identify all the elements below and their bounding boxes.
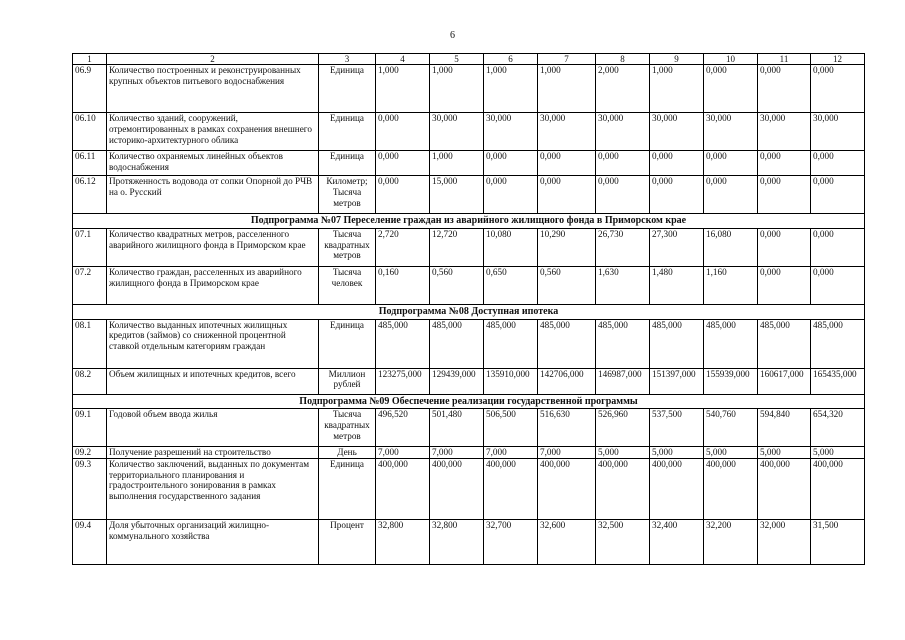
row-number: 06.10 — [73, 113, 107, 151]
value-cell: 7,000 — [430, 447, 484, 459]
value-cell: 0,560 — [538, 267, 596, 305]
table-row — [73, 447, 865, 459]
value-cell: 7,000 — [376, 447, 430, 459]
indicator-name: Получение разрешений на строительство — [107, 447, 319, 459]
value-cell: 400,000 — [376, 458, 430, 519]
value-cell: 485,000 — [538, 319, 596, 368]
value-cell: 31,500 — [811, 519, 865, 564]
value-cell: 485,000 — [430, 319, 484, 368]
value-cell: 400,000 — [430, 458, 484, 519]
row-number: 09.1 — [73, 409, 107, 447]
header-cell: 11 — [758, 54, 811, 65]
value-cell: 5,000 — [704, 447, 758, 459]
row-number: 06.12 — [73, 176, 107, 214]
value-cell: 0,560 — [430, 267, 484, 305]
header-cell: 9 — [650, 54, 704, 65]
value-cell: 496,520 — [376, 409, 430, 447]
subprogram-title: Подпрограмма №08 Доступная ипотека — [73, 305, 865, 320]
value-cell: 1,000 — [430, 65, 484, 113]
value-cell: 485,000 — [811, 319, 865, 368]
header-cell: 3 — [319, 54, 376, 65]
value-cell: 30,000 — [704, 113, 758, 151]
value-cell: 537,500 — [650, 409, 704, 447]
row-number: 08.1 — [73, 319, 107, 368]
subprogram-header-row — [73, 305, 865, 320]
indicator-name: Объем жилищных и ипотечных кредитов, всего — [107, 368, 319, 394]
indicator-name: Количество заключений, выданных по документам территориального планирования и градостроительного зонирования в рамках выполнения государственного задания — [107, 458, 319, 519]
value-cell: 594,840 — [758, 409, 811, 447]
value-cell: 32,600 — [538, 519, 596, 564]
value-cell: 0,000 — [811, 65, 865, 113]
value-cell: 1,000 — [376, 65, 430, 113]
value-cell: 1,480 — [650, 267, 704, 305]
value-cell: 1,000 — [430, 151, 484, 176]
value-cell: 27,300 — [650, 229, 704, 267]
value-cell: 0,000 — [758, 176, 811, 214]
unit-cell: День — [319, 447, 376, 459]
value-cell: 16,080 — [704, 229, 758, 267]
row-number: 09.4 — [73, 519, 107, 564]
value-cell: 5,000 — [758, 447, 811, 459]
value-cell: 0,000 — [758, 229, 811, 267]
row-number: 06.11 — [73, 151, 107, 176]
value-cell: 0,000 — [811, 151, 865, 176]
indicator-name: Количество зданий, сооружений, отремонтированных в рамках сохранения внешнего историко-архитектурного облика — [107, 113, 319, 151]
value-cell: 10,080 — [484, 229, 538, 267]
value-cell: 516,630 — [538, 409, 596, 447]
value-cell: 0,000 — [704, 176, 758, 214]
value-cell: 1,000 — [650, 65, 704, 113]
value-cell: 0,000 — [596, 176, 650, 214]
header-cell: 8 — [596, 54, 650, 65]
value-cell: 0,000 — [376, 151, 430, 176]
unit-cell: Единица — [319, 319, 376, 368]
indicator-name: Протяженность водовода от сопки Опорной до РЧВ на о. Русский — [107, 176, 319, 214]
value-cell: 5,000 — [596, 447, 650, 459]
value-cell: 0,000 — [538, 151, 596, 176]
value-cell: 10,290 — [538, 229, 596, 267]
value-cell: 400,000 — [538, 458, 596, 519]
value-cell: 30,000 — [758, 113, 811, 151]
value-cell: 0,000 — [650, 176, 704, 214]
unit-cell: Процент — [319, 519, 376, 564]
header-row — [73, 54, 865, 65]
row-number: 09.3 — [73, 458, 107, 519]
value-cell: 5,000 — [650, 447, 704, 459]
unit-cell: Единица — [319, 65, 376, 113]
value-cell: 0,000 — [484, 176, 538, 214]
value-cell: 0,000 — [758, 151, 811, 176]
header-cell: 5 — [430, 54, 484, 65]
table-row — [73, 409, 865, 447]
value-cell: 0,000 — [704, 65, 758, 113]
value-cell: 0,000 — [811, 229, 865, 267]
unit-cell: Единица — [319, 458, 376, 519]
value-cell: 400,000 — [650, 458, 704, 519]
value-cell: 32,800 — [430, 519, 484, 564]
value-cell: 0,000 — [538, 176, 596, 214]
header-cell: 7 — [538, 54, 596, 65]
table-row — [73, 229, 865, 267]
value-cell: 30,000 — [811, 113, 865, 151]
indicator-name: Доля убыточных организаций жилищно-коммунального хозяйства — [107, 519, 319, 564]
value-cell: 0,000 — [376, 176, 430, 214]
value-cell: 400,000 — [596, 458, 650, 519]
value-cell: 0,000 — [758, 267, 811, 305]
table-row — [73, 113, 865, 151]
value-cell: 30,000 — [650, 113, 704, 151]
indicator-name: Количество граждан, расселенных из аварийного жилищного фонда в Приморском крае — [107, 267, 319, 305]
subprogram-header-row — [73, 214, 865, 229]
row-number: 07.1 — [73, 229, 107, 267]
value-cell: 7,000 — [484, 447, 538, 459]
table-body — [73, 54, 865, 565]
value-cell: 485,000 — [758, 319, 811, 368]
value-cell: 30,000 — [596, 113, 650, 151]
row-number: 08.2 — [73, 368, 107, 394]
value-cell: 400,000 — [758, 458, 811, 519]
indicator-name: Годовой объем ввода жилья — [107, 409, 319, 447]
value-cell: 506,500 — [484, 409, 538, 447]
value-cell: 654,320 — [811, 409, 865, 447]
value-cell: 12,720 — [430, 229, 484, 267]
value-cell: 129439,000 — [430, 368, 484, 394]
row-number: 06.9 — [73, 65, 107, 113]
value-cell: 32,000 — [758, 519, 811, 564]
table-row — [73, 267, 865, 305]
value-cell: 526,960 — [596, 409, 650, 447]
value-cell: 0,000 — [811, 267, 865, 305]
value-cell: 7,000 — [538, 447, 596, 459]
header-cell: 10 — [704, 54, 758, 65]
value-cell: 0,650 — [484, 267, 538, 305]
value-cell: 30,000 — [430, 113, 484, 151]
table-row — [73, 151, 865, 176]
value-cell: 32,700 — [484, 519, 538, 564]
unit-cell: Километр; Тысяча метров — [319, 176, 376, 214]
value-cell: 0,000 — [758, 65, 811, 113]
value-cell: 485,000 — [704, 319, 758, 368]
row-number: 09.2 — [73, 447, 107, 459]
value-cell: 32,500 — [596, 519, 650, 564]
value-cell: 32,800 — [376, 519, 430, 564]
subprogram-title: Подпрограмма №07 Переселение граждан из аварийного жилищного фонда в Приморском крае — [73, 214, 865, 229]
subprogram-title: Подпрограмма №09 Обеспечение реализации государственной программы — [73, 394, 865, 409]
value-cell: 0,000 — [704, 151, 758, 176]
value-cell: 400,000 — [484, 458, 538, 519]
value-cell: 32,200 — [704, 519, 758, 564]
table-row — [73, 458, 865, 519]
value-cell: 155939,000 — [704, 368, 758, 394]
value-cell: 485,000 — [376, 319, 430, 368]
indicators-table — [72, 53, 865, 565]
value-cell: 2,720 — [376, 229, 430, 267]
value-cell: 30,000 — [538, 113, 596, 151]
unit-cell: Единица — [319, 113, 376, 151]
value-cell: 1,000 — [538, 65, 596, 113]
table-row — [73, 519, 865, 564]
indicator-name: Количество построенных и реконструированных крупных объектов питьевого водоснабжения — [107, 65, 319, 113]
value-cell: 0,000 — [376, 113, 430, 151]
value-cell: 1,000 — [484, 65, 538, 113]
unit-cell: Миллион рублей — [319, 368, 376, 394]
header-cell: 2 — [107, 54, 319, 65]
value-cell: 0,000 — [650, 151, 704, 176]
table-row — [73, 368, 865, 394]
value-cell: 160617,000 — [758, 368, 811, 394]
table-row — [73, 65, 865, 113]
value-cell: 540,760 — [704, 409, 758, 447]
header-cell: 6 — [484, 54, 538, 65]
indicator-name: Количество квадратных метров, расселенного аварийного жилищного фонда в Приморском крае — [107, 229, 319, 267]
value-cell: 485,000 — [484, 319, 538, 368]
value-cell: 5,000 — [811, 447, 865, 459]
value-cell: 135910,000 — [484, 368, 538, 394]
value-cell: 0,000 — [811, 176, 865, 214]
unit-cell: Тысяча квадратных метров — [319, 229, 376, 267]
unit-cell: Единица — [319, 151, 376, 176]
value-cell: 30,000 — [484, 113, 538, 151]
value-cell: 485,000 — [650, 319, 704, 368]
value-cell: 165435,000 — [811, 368, 865, 394]
header-cell: 1 — [73, 54, 107, 65]
unit-cell: Тысяча человек — [319, 267, 376, 305]
header-cell: 12 — [811, 54, 865, 65]
indicator-name: Количество охраняемых линейных объектов водоснабжения — [107, 151, 319, 176]
value-cell: 2,000 — [596, 65, 650, 113]
value-cell: 485,000 — [596, 319, 650, 368]
value-cell: 0,160 — [376, 267, 430, 305]
value-cell: 400,000 — [811, 458, 865, 519]
value-cell: 32,400 — [650, 519, 704, 564]
table-row — [73, 176, 865, 214]
value-cell: 146987,000 — [596, 368, 650, 394]
value-cell: 1,630 — [596, 267, 650, 305]
value-cell: 15,000 — [430, 176, 484, 214]
indicator-name: Количество выданных ипотечных жилищных кредитов (займов) со сниженной процентной ставкой отдельным категориям граждан — [107, 319, 319, 368]
header-cell: 4 — [376, 54, 430, 65]
value-cell: 1,160 — [704, 267, 758, 305]
value-cell: 0,000 — [596, 151, 650, 176]
value-cell: 142706,000 — [538, 368, 596, 394]
page-number: 6 — [450, 30, 455, 41]
value-cell: 400,000 — [704, 458, 758, 519]
value-cell: 0,000 — [484, 151, 538, 176]
row-number: 07.2 — [73, 267, 107, 305]
value-cell: 123275,000 — [376, 368, 430, 394]
value-cell: 26,730 — [596, 229, 650, 267]
table-row — [73, 319, 865, 368]
value-cell: 151397,000 — [650, 368, 704, 394]
value-cell: 501,480 — [430, 409, 484, 447]
unit-cell: Тысяча квадратных метров — [319, 409, 376, 447]
subprogram-header-row — [73, 394, 865, 409]
